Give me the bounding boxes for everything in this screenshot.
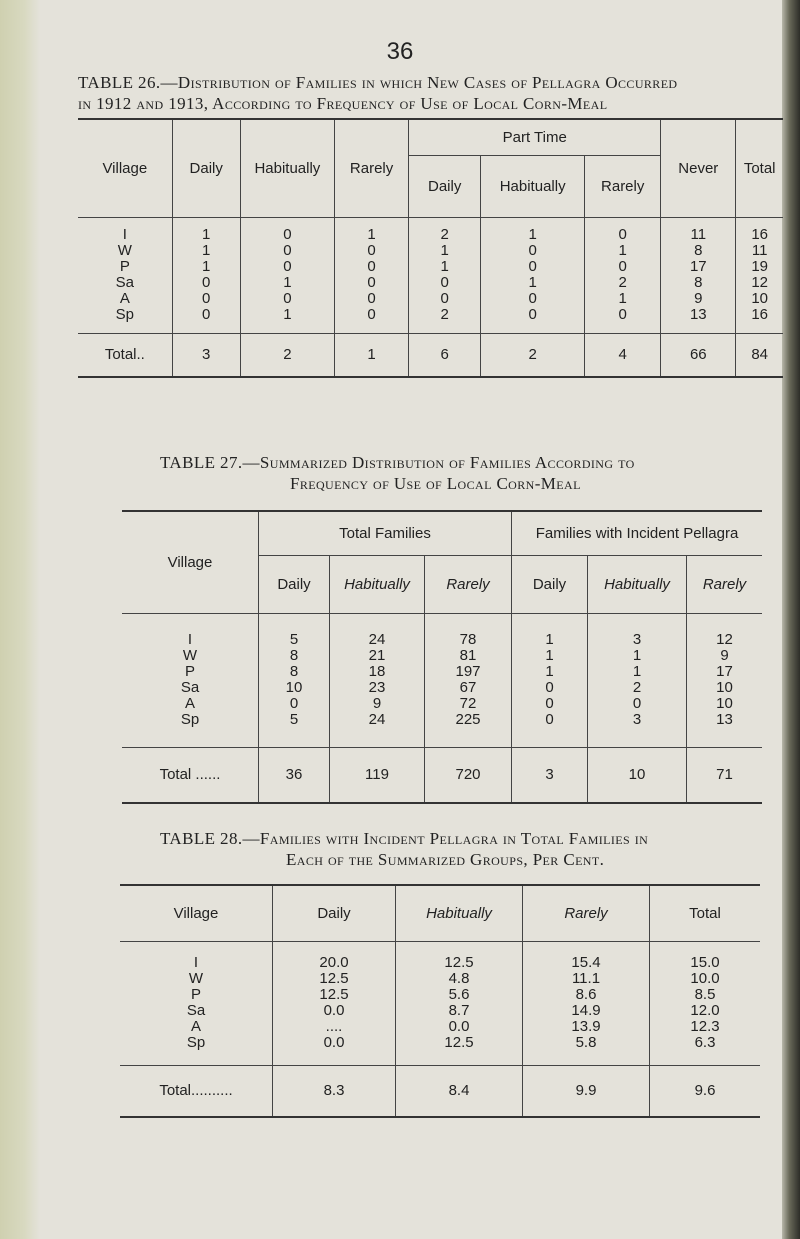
value-cell: 0.0 xyxy=(448,1018,470,1035)
total-tf-daily: 36 xyxy=(259,747,330,803)
value-cell: 0 xyxy=(545,695,554,712)
value-cell: 17 xyxy=(716,663,733,680)
village-cell: Sp xyxy=(115,306,135,323)
value-cell: 16 xyxy=(751,306,768,323)
village-cell: Sp xyxy=(180,711,200,728)
value-cell: 0 xyxy=(367,242,376,259)
value-cell: 5 xyxy=(289,711,299,728)
value-cell: 17 xyxy=(689,258,707,275)
value-cell: 1 xyxy=(202,242,211,259)
value-cell: 24 xyxy=(368,711,386,728)
value-cell: 11 xyxy=(690,226,707,243)
value-cell: 0 xyxy=(367,290,376,307)
table28-caption-line2: Each of the Summarized Groups, Per Cent. xyxy=(286,850,605,869)
col-total xyxy=(650,941,761,1065)
value-cell: 197 xyxy=(455,663,481,680)
value-cell: 0 xyxy=(283,258,292,275)
value-cell: 10 xyxy=(285,679,303,696)
header-total: Total xyxy=(736,119,783,217)
value-cell: 23 xyxy=(368,679,386,696)
header-village: Village xyxy=(78,119,172,217)
col-ip-daily xyxy=(512,613,588,747)
value-cell: 12.3 xyxy=(690,1018,720,1035)
value-cell: 0 xyxy=(202,274,211,291)
table28-caption xyxy=(160,828,648,870)
table27 xyxy=(122,510,762,804)
value-cell: 4.8 xyxy=(448,970,470,987)
value-cell: 1 xyxy=(283,306,292,323)
village-cell: I xyxy=(122,226,127,243)
village-cell: P xyxy=(184,663,195,680)
value-cell: .... xyxy=(325,1018,343,1035)
value-cell: 14.9 xyxy=(571,1002,601,1019)
value-cell: 9 xyxy=(720,647,729,664)
total-total: 84 xyxy=(736,333,783,377)
value-cell: 8 xyxy=(289,663,299,680)
village-cell: I xyxy=(187,631,193,648)
col-ip-rarely xyxy=(687,613,763,747)
col-rarely xyxy=(523,941,650,1065)
total-tf-habitually: 119 xyxy=(330,747,425,803)
header-village: Village xyxy=(122,511,259,613)
value-cell: 0 xyxy=(528,306,537,323)
total-daily: 3 xyxy=(172,333,240,377)
total-label: Total ...... xyxy=(122,747,259,803)
value-cell: 13.9 xyxy=(571,1018,601,1035)
value-cell: 0 xyxy=(440,290,449,307)
value-cell: 1 xyxy=(545,647,554,664)
value-cell: 5.6 xyxy=(448,986,470,1003)
value-cell: 1 xyxy=(545,631,554,648)
value-cell: 13 xyxy=(689,306,707,323)
value-cell: 3 xyxy=(632,631,642,648)
value-cell: 72 xyxy=(459,695,477,712)
total-ip-rarely: 71 xyxy=(687,747,763,803)
page-left-margin xyxy=(0,0,40,1239)
village-cell: A xyxy=(184,695,195,712)
col-daily xyxy=(172,217,240,333)
village-cell: W xyxy=(117,242,132,259)
value-cell: 16 xyxy=(751,226,768,243)
header-habitually: Habitually xyxy=(240,119,334,217)
header-daily: Daily xyxy=(172,119,240,217)
header-tf-daily: Daily xyxy=(259,555,330,613)
value-cell: 5.8 xyxy=(575,1034,597,1051)
table26-caption-line1: TABLE 26.—Distribution of Families in which New Cases of Pellagra Occurred xyxy=(78,73,678,92)
total-tf-rarely: 720 xyxy=(425,747,512,803)
value-cell: 8.6 xyxy=(575,986,597,1003)
value-cell: 5 xyxy=(289,631,299,648)
value-cell: 0 xyxy=(202,306,211,323)
village-cell: I xyxy=(193,954,199,971)
table26-caption xyxy=(78,72,678,114)
value-cell: 0 xyxy=(528,242,537,259)
value-cell: 1 xyxy=(632,647,642,664)
table26 xyxy=(78,118,783,378)
total-label: Total.. xyxy=(78,333,172,377)
value-cell: 9 xyxy=(694,290,703,307)
col-pt-habitually xyxy=(481,217,585,333)
value-cell: 8 xyxy=(694,242,703,259)
value-cell: 15.4 xyxy=(571,954,601,971)
header-tf-rarely: Rarely xyxy=(425,555,512,613)
value-cell: 0 xyxy=(618,306,627,323)
value-cell: 8.7 xyxy=(448,1002,470,1019)
value-cell: 0 xyxy=(289,695,299,712)
value-cell: 12 xyxy=(716,631,733,648)
value-cell: 10 xyxy=(716,679,733,696)
total-daily: 8.3 xyxy=(273,1065,396,1117)
value-cell: 0.0 xyxy=(323,1002,345,1019)
value-cell: 8 xyxy=(694,274,703,291)
village-cell: Sp xyxy=(186,1034,206,1051)
header-ip-daily: Daily xyxy=(512,555,588,613)
total-rarely: 1 xyxy=(335,333,409,377)
header-ip-habitually: Habitually xyxy=(588,555,687,613)
header-ip-rarely: Rarely xyxy=(687,555,763,613)
col-villages xyxy=(122,613,259,747)
total-never: 66 xyxy=(661,333,736,377)
village-cell: Sa xyxy=(180,679,200,696)
value-cell: 1 xyxy=(528,274,537,291)
value-cell: 2 xyxy=(440,306,449,323)
value-cell: 3 xyxy=(632,711,642,728)
total-pt-daily: 6 xyxy=(409,333,481,377)
value-cell: 0 xyxy=(367,274,376,291)
value-cell: 0 xyxy=(545,679,554,696)
value-cell: 10 xyxy=(751,290,768,307)
col-tf-habitually xyxy=(330,613,425,747)
value-cell: 2 xyxy=(632,679,642,696)
value-cell: 0 xyxy=(440,274,449,291)
table27-caption-line2: Frequency of Use of Local Corn-Meal xyxy=(290,474,581,493)
header-total: Total xyxy=(650,885,761,941)
total-ip-daily: 3 xyxy=(512,747,588,803)
value-cell: 1 xyxy=(528,226,537,243)
value-cell: 8.5 xyxy=(694,986,716,1003)
col-tf-rarely xyxy=(425,613,512,747)
col-villages xyxy=(120,941,273,1065)
total-habitually: 2 xyxy=(240,333,334,377)
col-ip-habitually xyxy=(588,613,687,747)
header-families-incident: Families with Incident Pellagra xyxy=(512,511,763,555)
value-cell: 0 xyxy=(367,306,376,323)
value-cell: 0 xyxy=(632,695,642,712)
page-right-edge xyxy=(782,0,800,1239)
value-cell: 18 xyxy=(368,663,386,680)
value-cell: 12 xyxy=(751,274,768,291)
col-pt-rarely xyxy=(585,217,661,333)
table27-caption-line1: TABLE 27.—Summarized Distribution of Families According to xyxy=(160,453,635,472)
value-cell: 2 xyxy=(440,226,449,243)
village-cell: P xyxy=(119,258,130,275)
value-cell: 0 xyxy=(528,290,537,307)
value-cell: 1 xyxy=(618,242,627,259)
value-cell: 11.1 xyxy=(571,970,601,987)
value-cell: 12.5 xyxy=(319,986,349,1003)
village-cell: W xyxy=(182,647,198,664)
col-villages xyxy=(78,217,172,333)
value-cell: 20.0 xyxy=(319,954,349,971)
value-cell: 8 xyxy=(289,647,299,664)
value-cell: 1 xyxy=(202,258,211,275)
value-cell: 0 xyxy=(618,258,627,275)
value-cell: 12.5 xyxy=(444,1034,474,1051)
header-never: Never xyxy=(661,119,736,217)
village-cell: A xyxy=(190,1018,201,1035)
value-cell: 81 xyxy=(459,647,477,664)
header-rarely: Rarely xyxy=(523,885,650,941)
village-cell: Sa xyxy=(186,1002,206,1019)
total-ip-habitually: 10 xyxy=(588,747,687,803)
value-cell: 0.0 xyxy=(323,1034,345,1051)
value-cell: 1 xyxy=(632,663,642,680)
value-cell: 0 xyxy=(367,258,376,275)
value-cell: 21 xyxy=(368,647,386,664)
value-cell: 0 xyxy=(283,290,292,307)
value-cell: 10.0 xyxy=(690,970,720,987)
page-number: 36 xyxy=(386,38,414,65)
total-total: 9.6 xyxy=(650,1065,761,1117)
value-cell: 1 xyxy=(283,274,292,291)
village-cell: A xyxy=(119,290,130,307)
value-cell: 10 xyxy=(716,695,733,712)
table28-caption-line1: TABLE 28.—Families with Incident Pellagra in Total Families in xyxy=(160,829,649,848)
value-cell: 0 xyxy=(528,258,537,275)
total-label: Total.......... xyxy=(120,1065,273,1117)
village-cell: P xyxy=(190,986,201,1003)
col-habitually xyxy=(240,217,334,333)
value-cell: 15.0 xyxy=(690,954,720,971)
value-cell: 12.0 xyxy=(690,1002,720,1019)
header-pt-rarely: Rarely xyxy=(585,155,661,217)
total-habitually: 8.4 xyxy=(396,1065,523,1117)
value-cell: 78 xyxy=(459,631,477,648)
value-cell: 9 xyxy=(372,695,382,712)
col-tf-daily xyxy=(259,613,330,747)
value-cell: 1 xyxy=(440,258,449,275)
value-cell: 1 xyxy=(440,242,449,259)
value-cell: 12.5 xyxy=(444,954,474,971)
table27-caption xyxy=(160,452,635,494)
value-cell: 24 xyxy=(368,631,386,648)
value-cell: 0 xyxy=(618,226,627,243)
header-tf-habitually: Habitually xyxy=(330,555,425,613)
table28 xyxy=(120,884,760,1118)
value-cell: 0 xyxy=(202,290,211,307)
value-cell: 11 xyxy=(751,242,768,259)
value-cell: 2 xyxy=(618,274,627,291)
value-cell: 1 xyxy=(545,663,554,680)
header-pt-habitually: Habitually xyxy=(481,155,585,217)
header-habitually: Habitually xyxy=(396,885,523,941)
value-cell: 0 xyxy=(545,711,554,728)
total-pt-rarely: 4 xyxy=(585,333,661,377)
value-cell: 19 xyxy=(751,258,768,275)
value-cell: 1 xyxy=(367,226,376,243)
table26-caption-line2: in 1912 and 1913, According to Frequency of Use of Local Corn-Meal xyxy=(78,94,608,113)
col-daily xyxy=(273,941,396,1065)
village-cell: Sa xyxy=(115,274,135,291)
village-cell: W xyxy=(188,970,204,987)
value-cell: 0 xyxy=(283,226,292,243)
col-pt-daily xyxy=(409,217,481,333)
value-cell: 6.3 xyxy=(694,1034,716,1051)
header-daily: Daily xyxy=(273,885,396,941)
col-never xyxy=(661,217,736,333)
header-part-time: Part Time xyxy=(409,119,661,155)
total-rarely: 9.9 xyxy=(523,1065,650,1117)
header-rarely: Rarely xyxy=(335,119,409,217)
col-rarely xyxy=(335,217,409,333)
value-cell: 12.5 xyxy=(319,970,349,987)
value-cell: 0 xyxy=(283,242,292,259)
header-total-families: Total Families xyxy=(259,511,512,555)
value-cell: 13 xyxy=(716,711,733,728)
col-habitually xyxy=(396,941,523,1065)
header-village: Village xyxy=(120,885,273,941)
col-total xyxy=(736,217,783,333)
value-cell: 1 xyxy=(618,290,627,307)
value-cell: 67 xyxy=(459,679,477,696)
header-pt-daily: Daily xyxy=(409,155,481,217)
total-pt-habitually: 2 xyxy=(481,333,585,377)
value-cell: 1 xyxy=(202,226,211,243)
value-cell: 225 xyxy=(455,711,481,728)
